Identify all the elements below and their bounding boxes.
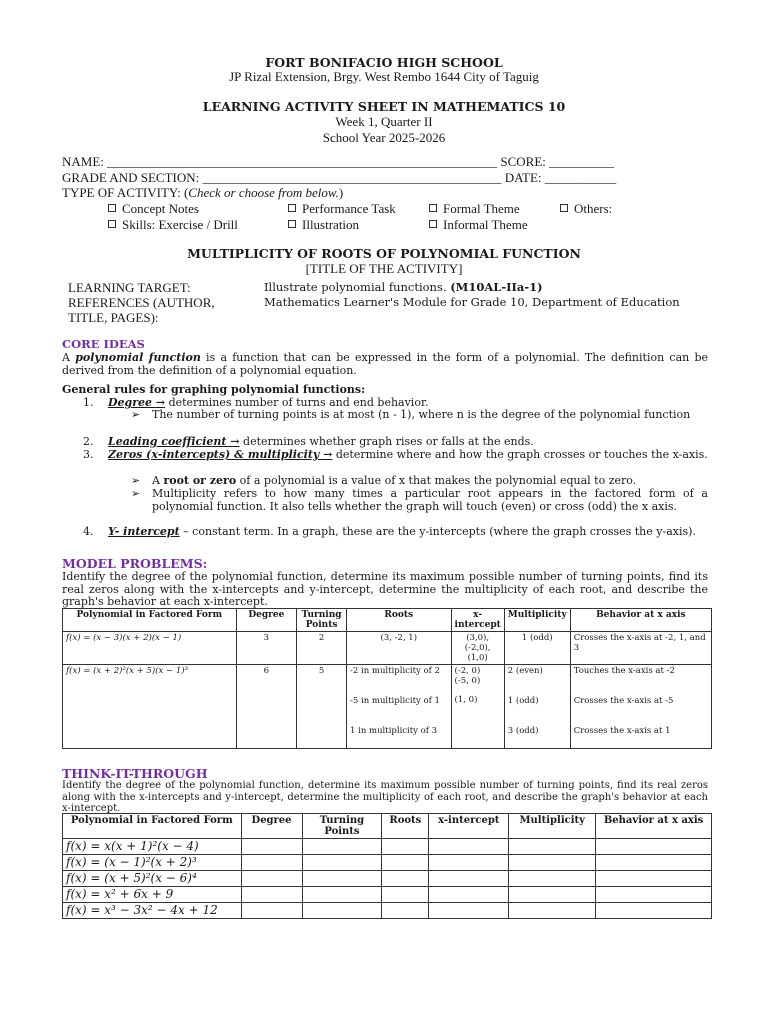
table-row (63, 855, 712, 871)
answer-cell[interactable] (596, 839, 712, 855)
rule-3-term: Zeros (x-intercepts) & multiplicity → (108, 448, 333, 461)
rule-2 (108, 435, 708, 448)
arrow-bullet-icon: ➢ (131, 487, 141, 500)
answer-cell[interactable] (509, 887, 596, 903)
answer-cell[interactable] (382, 871, 429, 887)
cell-degree: 6 (236, 665, 296, 749)
cell-turns: 5 (297, 665, 347, 749)
model-problems-heading: MODEL PROBLEMS: (62, 556, 208, 571)
think-it-through-table (62, 813, 712, 919)
header-polynomial: Polynomial in Factored Form (63, 609, 237, 632)
checkbox-icon[interactable] (429, 204, 437, 212)
checkbox-icon[interactable] (288, 220, 296, 228)
rule-4 (108, 525, 708, 538)
answer-cell[interactable] (382, 839, 429, 855)
header-roots: Roots (347, 609, 452, 632)
answer-cell[interactable] (429, 871, 509, 887)
rule-number-2: 2. (83, 435, 94, 448)
option-label: Formal Theme (443, 201, 520, 216)
answer-cell[interactable] (596, 903, 712, 919)
core-ideas-heading: CORE IDEAS (62, 337, 145, 351)
intro-b: is a function that can be expressed in the form of a polynomial. The definition can be derived from the definition of a polynomial equation. (62, 351, 708, 377)
answer-cell[interactable] (241, 903, 302, 919)
rule-4-text: – constant term. In a graph, these are the y-intercepts (where the graph crosses the y-axis). (179, 525, 696, 538)
option-label: Illustration (302, 217, 360, 232)
answer-cell[interactable] (302, 855, 382, 871)
rule-3-text: determine where and how the graph crosses or touches the x-axis. (332, 448, 708, 461)
answer-cell[interactable] (382, 855, 429, 871)
header-roots: Roots (382, 814, 429, 839)
table-row (63, 665, 712, 749)
table-row (63, 839, 712, 855)
school-year: School Year 2025-2026 (322, 130, 446, 145)
intro-term: polynomial function (75, 351, 201, 364)
answer-cell[interactable] (509, 903, 596, 919)
option-informal-theme[interactable] (429, 217, 528, 233)
header-polynomial: Polynomial in Factored Form (63, 814, 242, 839)
beh-3: Crosses the x-axis at 1 (573, 726, 671, 736)
school-address: JP Rizal Extension, Brgy. West Rembo 1644 City of Taguig (229, 69, 539, 84)
answer-cell[interactable] (596, 871, 712, 887)
cell-poly: f(x) = (x − 1)²(x + 2)³ (63, 855, 242, 871)
name-score-line[interactable]: NAME: ____________________________________________________________ SCORE: __________ (62, 154, 615, 169)
type-label: TYPE OF ACTIVITY: ( (62, 185, 189, 200)
core-ideas-intro (62, 351, 708, 377)
rules-heading: General rules for graphing polynomial functions: (62, 383, 366, 396)
header-behavior: Behavior at x axis (570, 609, 711, 632)
cell-poly: f(x) = x² + 6x + 9 (63, 887, 242, 903)
option-label: Concept Notes (122, 201, 199, 216)
learning-target-value (264, 280, 543, 295)
model-instructions: Identify the degree of the polynomial function, determine its maximum possible number of turning points, find its real zeros along with the x-intercepts and y-intercept, determine the multiplicity of each root, and describe the graph's behavior at each x-intercept. (62, 570, 708, 608)
rule-4-term: Y- intercept (108, 525, 180, 538)
cell-turns: 2 (297, 632, 347, 665)
references-label-1: REFERENCES (AUTHOR, (68, 295, 215, 310)
header-x-intercept: x-intercept (451, 609, 504, 632)
rule-2-text: determines whether graph rises or falls at the ends. (239, 435, 534, 448)
answer-cell[interactable] (302, 887, 382, 903)
answer-cell[interactable] (596, 855, 712, 871)
answer-cell[interactable] (429, 903, 509, 919)
header-turning-points: Turning Points (302, 814, 382, 839)
answer-cell[interactable] (241, 887, 302, 903)
cell-mult: 1 (odd) (504, 632, 570, 665)
rule-1-term: Degree → (108, 396, 166, 409)
rule-number-3: 3. (83, 448, 94, 461)
arrow-bullet-icon: ➢ (131, 474, 141, 487)
answer-cell[interactable] (302, 839, 382, 855)
rule-1-text: determines number of turns and end behavior. (165, 396, 429, 409)
answer-cell[interactable] (241, 871, 302, 887)
xint-1: (-2, 0) (454, 666, 481, 676)
option-performance-task[interactable] (288, 201, 396, 217)
root-3: 1 in multiplicity of 3 (350, 726, 438, 736)
option-formal-theme[interactable] (429, 201, 520, 217)
answer-cell[interactable] (382, 903, 429, 919)
rule-3 (108, 448, 708, 461)
target-text: Illustrate polynomial functions. (264, 280, 451, 294)
mult-3: 3 (odd) (507, 726, 539, 736)
header-behavior: Behavior at x axis (596, 814, 712, 839)
think-it-through-heading: THINK-IT-THROUGH (62, 766, 208, 781)
checkbox-icon[interactable] (108, 220, 116, 228)
cell-poly: f(x) = (x + 5)²(x − 6)⁴ (63, 871, 242, 887)
option-label: Informal Theme (443, 217, 528, 232)
sheet-title: LEARNING ACTIVITY SHEET IN MATHEMATICS 10 (202, 99, 566, 114)
cell-poly: f(x) = (x + 2)²(x + 5)(x − 1)³ (63, 665, 237, 749)
option-illustration[interactable] (288, 217, 359, 233)
answer-cell[interactable] (596, 887, 712, 903)
checkbox-icon[interactable] (560, 204, 568, 212)
cell-poly: f(x) = (x − 3)(x + 2)(x − 1) (63, 632, 237, 665)
sub1-a: A (152, 474, 164, 487)
table-row (63, 887, 712, 903)
answer-cell[interactable] (429, 839, 509, 855)
answer-cell[interactable] (241, 839, 302, 855)
rule-number-1: 1. (83, 396, 94, 409)
sub1-c: of a polynomial is a value of x that makes the polynomial equal to zero. (236, 474, 637, 487)
school-name: FORT BONIFACIO HIGH SCHOOL (265, 55, 503, 70)
header-turning-points: Turning Points (297, 609, 347, 632)
rule-number-4: 4. (83, 525, 94, 538)
answer-cell[interactable] (509, 855, 596, 871)
checkbox-icon[interactable] (288, 204, 296, 212)
answer-cell[interactable] (241, 855, 302, 871)
rule-3-sub-2: Multiplicity refers to how many times a particular root appears in the factored form of a polynomial function. It also tells whether the graph will touch (even) or cross (odd) the x axis. (152, 487, 708, 513)
answer-cell[interactable] (509, 871, 596, 887)
option-concept-notes[interactable] (108, 201, 199, 217)
beh-2: Crosses the x-axis at -5 (573, 696, 674, 706)
header-multiplicity: Multiplicity (509, 814, 596, 839)
cell-xint (451, 665, 504, 749)
answer-cell[interactable] (429, 887, 509, 903)
header-multiplicity: Multiplicity (504, 609, 570, 632)
cell-mult (504, 665, 570, 749)
table-row (63, 871, 712, 887)
grade-date-line[interactable]: GRADE AND SECTION: ______________________________________________ DATE: ___________ (62, 170, 617, 185)
type-of-activity (62, 185, 343, 201)
cell-xint: (3,0), (-2,0), (1,0) (451, 632, 504, 665)
cell-roots (347, 665, 452, 749)
answer-cell[interactable] (429, 855, 509, 871)
think-instructions: Identify the degree of the polynomial function, determine its maximum possible number of turning points, find its real zeros along with the x-intercepts and y-intercept, determine the multiplicity of each root, and describe the graph's behavior at each x-intercept. (62, 780, 708, 814)
type-hint: Check or choose from below. (188, 185, 339, 200)
intro-a: A (62, 351, 76, 364)
activity-title: MULTIPLICITY OF ROOTS OF POLYNOMIAL FUNCTION (187, 246, 581, 261)
type-close: ) (338, 185, 344, 200)
references-label-2: TITLE, PAGES): (68, 310, 159, 325)
root-1: -2 in multiplicity of 2 (350, 666, 440, 676)
learning-target-label: LEARNING TARGET: (68, 280, 191, 295)
header-degree: Degree (241, 814, 302, 839)
option-label: Others: (574, 201, 613, 216)
root-2: -5 in multiplicity of 1 (350, 696, 440, 706)
rule-2-term: Leading coefficient → (108, 435, 240, 448)
cell-degree: 3 (236, 632, 296, 665)
answer-cell[interactable] (509, 839, 596, 855)
option-label: Skills: Exercise / Drill (122, 217, 238, 232)
model-problems-table (62, 608, 712, 749)
mult-1: 2 (even) (507, 666, 543, 676)
beh-1: Touches the x-axis at -2 (573, 666, 675, 676)
cell-poly: f(x) = x³ − 3x² − 4x + 12 (63, 903, 242, 919)
sub1-b: root or zero (163, 474, 237, 487)
cell-behavior: Crosses the x-axis at -2, 1, and 3 (570, 632, 711, 665)
xint-3: (1, 0) (454, 695, 478, 705)
checkbox-icon[interactable] (429, 220, 437, 228)
week-quarter: Week 1, Quarter II (335, 114, 433, 129)
answer-cell[interactable] (302, 903, 382, 919)
references-value: Mathematics Learner's Module for Grade 10, Department of Education (264, 295, 680, 309)
arrow-bullet-icon: ➢ (131, 408, 141, 421)
mult-2: 1 (odd) (507, 696, 539, 706)
rule-3-sub-1 (152, 474, 708, 487)
xint-2: (-5, 0) (454, 676, 481, 686)
checkbox-icon[interactable] (108, 204, 116, 212)
header-degree: Degree (236, 609, 296, 632)
option-label: Performance Task (302, 201, 396, 216)
table-row (63, 632, 712, 665)
header-x-intercept: x-intercept (429, 814, 509, 839)
cell-behavior (570, 665, 711, 749)
rule-1-sub: The number of turning points is at most (n - 1), where n is the degree of the polynomial function (152, 408, 691, 421)
cell-roots: (3, -2, 1) (347, 632, 452, 665)
option-skills[interactable] (108, 217, 238, 233)
cell-poly: f(x) = x(x + 1)²(x − 4) (63, 839, 242, 855)
table-row (63, 903, 712, 919)
table-header-row (63, 814, 712, 839)
activity-subtitle: [TITLE OF THE ACTIVITY] (305, 261, 463, 276)
option-others[interactable] (560, 201, 612, 217)
target-code: (M10AL-IIa-1) (450, 280, 543, 294)
answer-cell[interactable] (382, 887, 429, 903)
table-header-row (63, 609, 712, 632)
answer-cell[interactable] (302, 871, 382, 887)
